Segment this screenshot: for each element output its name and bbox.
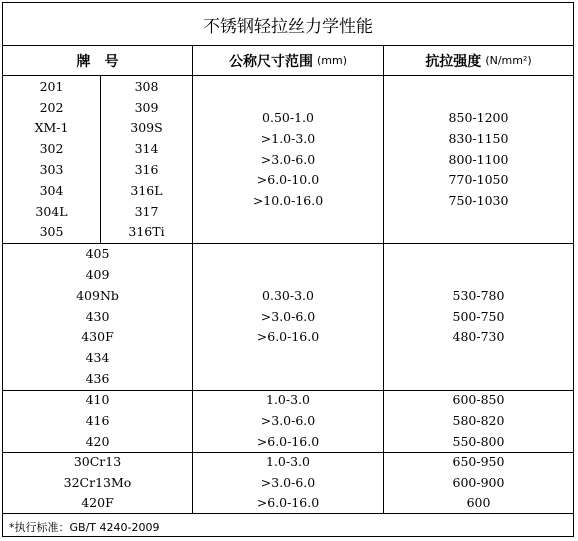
size-value: 1.0-3.0: [266, 392, 310, 408]
grade-value: 405: [85, 246, 110, 262]
strength-value: 550-800: [452, 433, 505, 449]
grade-value: 309S: [130, 120, 163, 136]
grade-value: 436: [85, 370, 110, 386]
group2-sizes: [193, 244, 383, 390]
grade-value: 316Ti: [128, 224, 165, 240]
header-size: [193, 46, 383, 76]
size-value: >10.0-16.0: [252, 193, 324, 209]
grade-value: 430F: [81, 329, 114, 345]
size-value: >3.0-6.0: [260, 308, 316, 324]
group2-grades: [3, 244, 192, 390]
strength-value: 500-750: [452, 308, 505, 324]
grade-value: 305: [39, 224, 64, 240]
group3-grades: [3, 391, 192, 452]
strength-value: 600-900: [452, 474, 505, 490]
header-size-unit: (mm): [316, 54, 347, 67]
group4-grades: [3, 453, 192, 513]
grade-value: 308: [134, 78, 159, 94]
header-size-label: 公称尺寸范围: [228, 53, 313, 70]
header-grade-label: 牌 号: [76, 53, 119, 70]
header-grade: [3, 46, 192, 76]
size-value: >3.0-6.0: [260, 413, 316, 429]
size-value: >3.0-6.0: [260, 474, 316, 490]
strength-value: 600-850: [452, 392, 505, 408]
size-value: 1.0-3.0: [266, 453, 310, 469]
header-strength-unit: (N/mm²): [485, 54, 532, 67]
group3-strengths: [384, 391, 573, 452]
grade-value: 302: [39, 141, 64, 157]
grade-value: 304: [39, 182, 64, 198]
grade-value: 201: [39, 78, 64, 94]
footnote: *执行标准：GB/T 4240-2009: [9, 521, 160, 534]
strength-value: 650-950: [452, 453, 505, 469]
size-value: >3.0-6.0: [260, 151, 316, 167]
group1-sizes: [193, 77, 383, 243]
size-value: >6.0-16.0: [256, 329, 320, 345]
grade-value: XM-1: [34, 120, 69, 136]
size-value: 0.50-1.0: [262, 110, 314, 125]
grade-value: 416: [85, 413, 110, 429]
strength-value: 850-1200: [448, 110, 509, 125]
grade-value: 303: [39, 162, 64, 177]
group3-sizes: [193, 391, 383, 452]
header-strength-label: 抗拉强度: [425, 53, 482, 70]
size-value: >6.0-16.0: [256, 495, 320, 511]
grade-value: 316L: [130, 182, 163, 198]
grade-value: 317: [134, 203, 159, 219]
group1-grades-left: [3, 77, 100, 243]
grade-value: 314: [134, 141, 159, 157]
grade-value: 430: [85, 308, 110, 324]
strength-value: 600: [466, 495, 491, 511]
size-value: >6.0-16.0: [256, 433, 320, 449]
grade-value: 409: [85, 267, 110, 282]
grade-value: 410: [85, 392, 110, 408]
header-strength: [384, 46, 573, 76]
grade-value: 420F: [81, 495, 114, 511]
grade-value: 420: [85, 433, 110, 449]
strength-value: 800-1100: [448, 151, 509, 167]
grade-value: 316: [134, 162, 159, 177]
group2-strengths: [384, 244, 573, 390]
grade-value: 434: [85, 350, 110, 366]
strength-value: 830-1150: [448, 130, 509, 146]
group4-strengths: [384, 453, 573, 513]
strength-value: 480-730: [452, 329, 505, 345]
grade-value: 202: [39, 99, 64, 115]
group1-strengths: [384, 77, 573, 243]
grade-value: 309: [134, 99, 159, 115]
grade-value: 32Cr13Mo: [63, 474, 132, 490]
group4-sizes: [193, 453, 383, 513]
table-title: 不锈钢轻拉丝力学性能: [3, 3, 573, 46]
strength-value: 580-820: [452, 413, 505, 429]
grade-value: 30Cr13: [73, 453, 122, 469]
strength-value: 530-780: [452, 287, 505, 303]
size-value: 0.30-3.0: [262, 287, 314, 303]
strength-value: 750-1030: [448, 193, 509, 209]
group1-grades-right: [101, 77, 192, 243]
size-value: >1.0-3.0: [260, 130, 316, 146]
spec-table: [2, 2, 574, 537]
grade-value: 409Nb: [76, 287, 119, 303]
strength-value: 770-1050: [448, 172, 509, 188]
size-value: >6.0-10.0: [256, 172, 320, 188]
grade-value: 304L: [35, 203, 68, 219]
